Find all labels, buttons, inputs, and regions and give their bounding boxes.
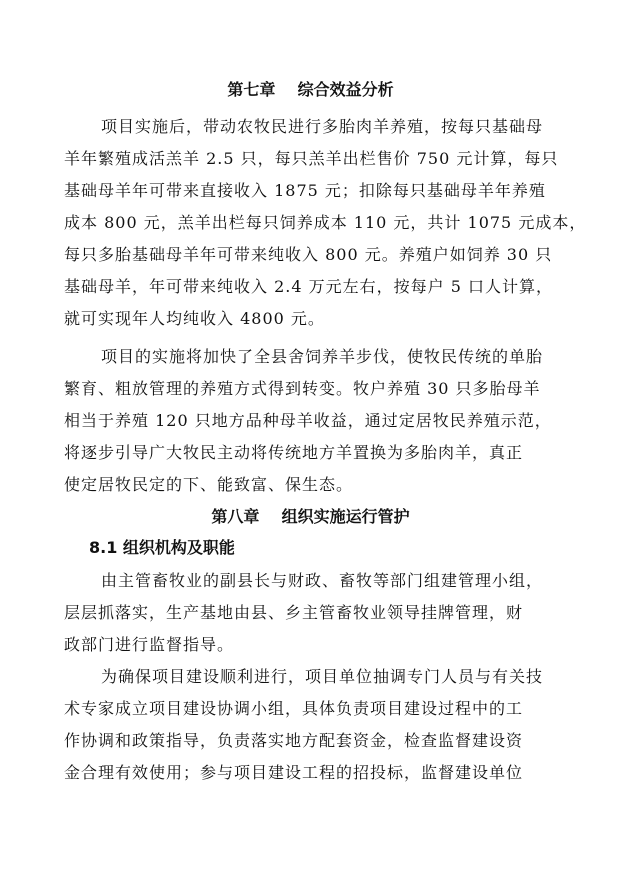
s81-p2-line-1: 为确保项目建设顺利进行，项目单位抽调专门人员与有关技 (101, 667, 544, 686)
section-8-1-title: 8.1 组织机构及职能 (89, 538, 235, 557)
ch7-p1-line-6: 基础母羊，年可带来纯收入 2.4 万元左右，按每户 5 口人计算， (64, 277, 553, 296)
chapter-8-title: 第八章 组织实施运行管护 (211, 507, 410, 526)
ch7-p1-line-5: 每只多胎基础母羊年可带来纯收入 800 元。养殖户如饲养 30 只 (64, 245, 553, 264)
ch7-p2-line-4: 将逐步引导广大牧民主动将传统地方羊置换为多胎肉羊，真正 (64, 443, 524, 462)
ch7-p1-line-7: 就可实现年人均纯收入 4800 元。 (64, 309, 325, 328)
ch7-p1-line-2: 羊年繁殖成活羔羊 2.5 只，每只羔羊出栏售价 750 元计算，每只 (64, 149, 559, 168)
s81-p2-line-4: 金合理有效使用；参与项目建设工程的招投标，监督建设单位 (64, 763, 524, 782)
ch7-p1-line-4: 成本 800 元，羔羊出栏每只饲养成本 110 元，共计 1075 元成本， (64, 213, 587, 232)
s81-p1-line-1: 由主管畜牧业的副县长与财政、畜牧等部门组建管理小组， (101, 571, 544, 590)
ch7-p2-line-2: 繁育、粗放管理的养殖方式得到转变。牧户养殖 30 只多胎母羊 (64, 379, 541, 398)
ch7-p1-line-3: 基础母羊年可带来直接收入 1875 元；扣除每只基础母羊年养殖 (64, 181, 546, 200)
ch7-p2-line-5: 使定居牧民定的下、能致富、保生态。 (64, 475, 354, 494)
ch7-p2-line-1: 项目的实施将加快了全县舍饲养羊步伐，使牧民传统的单胎 (101, 347, 544, 366)
s81-p2-line-3: 作协调和政策指导，负责落实地方配套资金，检查监督建设资 (64, 731, 524, 750)
chapter-7-title: 第七章 综合效益分析 (227, 80, 394, 99)
ch7-p1-line-1: 项目实施后，带动农牧民进行多胎肉羊养殖，按每只基础母 (101, 117, 544, 136)
ch7-p2-line-3: 相当于养殖 120 只地方品种母羊收益，通过定居牧民养殖示范， (64, 411, 552, 430)
s81-p2-line-2: 术专家成立项目建设协调小组，具体负责项目建设过程中的工 (64, 699, 524, 718)
s81-p1-line-2: 层层抓落实，生产基地由县、乡主管畜牧业领导挂牌管理，财 (64, 603, 524, 622)
s81-p1-line-3: 政部门进行监督指导。 (64, 635, 235, 654)
